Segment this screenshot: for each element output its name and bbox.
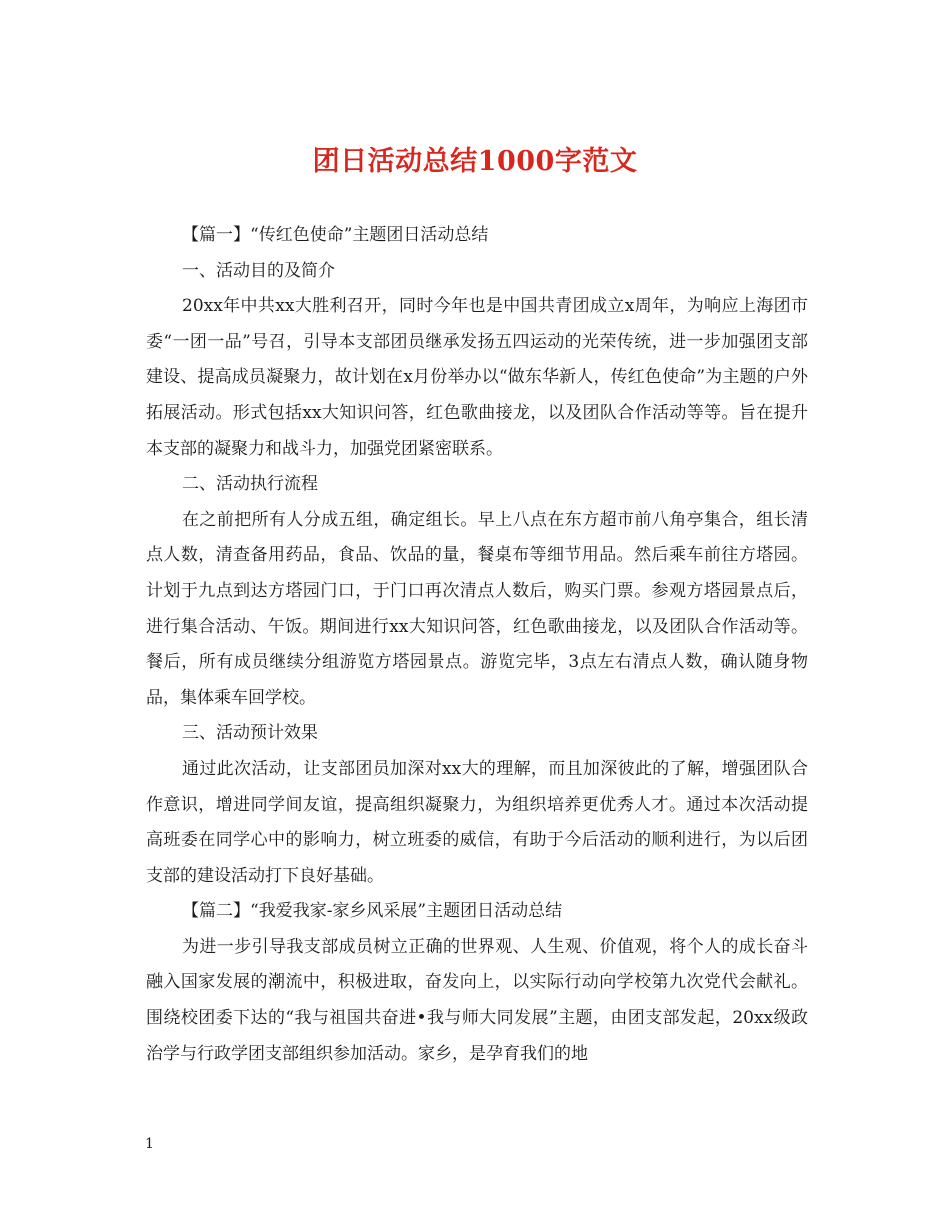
- paragraph-part-two-intro: 为进一步引导我支部成员树立正确的世界观、人生观、价值观，将个人的成长奋斗融入国家发展的潮流中，积极进取，奋发向上，以实际行动向学校第九次党代会献礼。围绕校团委下达的“我与祖国共奋进•我与师大同发展”主题，由团支部发起，20xx级政治学与行政学团支部组织参加活动。家乡，是孕育我们的地: [146, 936, 808, 1064]
- subheading-process: 二、活动执行流程: [182, 474, 318, 495]
- document-body: [146, 218, 808, 1072]
- document-title: 团日活动总结1000字范文: [312, 146, 638, 177]
- subheading-effect: 三、活动预计效果: [182, 723, 318, 744]
- paragraph-purpose: 20xx年中共xx大胜利召开，同时今年也是中国共青团成立x周年，为响应上海团市委“一团一品”号召，引导本支部团员继承发扬五四运动的光荣传统，进一步加强团支部建设、提高成员凝聚力，故计划在x月份举办以“做东华新人，传红色使命”为主题的户外拓展活动。形式包括xx大知识问答，红色歌曲接龙，以及团队合作活动等等。旨在提升本支部的凝聚力和战斗力，加强党团紧密联系。: [146, 296, 808, 459]
- paragraph-process: 在之前把所有人分成五组，确定组长。早上八点在东方超市前八角亭集合，组长清点人数，清查备用药品，食品、饮品的量，餐桌布等细节用品。然后乘车前往方塔园。计划于九点到达方塔园门口，于门口再次清点人数后，购买门票。参观方塔园景点后，进行集合活动、午饭。期间进行xx大知识问答，红色歌曲接龙，以及团队合作活动等。餐后，所有成员继续分组游览方塔园景点。游览完毕，3点左右清点人数，确认随身物品，集体乘车回学校。: [146, 509, 808, 708]
- section-heading-part-two: 【篇二】“我爱我家-家乡风采展”主题团日活动总结: [182, 901, 563, 922]
- section-heading-part-one: 【篇一】“传红色使命”主题团日活动总结: [182, 225, 489, 245]
- paragraph-effect: 通过此次活动，让支部团员加深对xx大的理解，而且加深彼此的了解，增强团队合作意识，增进同学间友谊，提高组织凝聚力，为组织培养更优秀人才。通过本次活动提高班委在同学心中的影响力，树立班委的威信，有助于今后活动的顺利进行，为以后团支部的建设活动打下良好基础。: [146, 758, 808, 886]
- subheading-purpose: 一、活动目的及简介: [182, 260, 335, 281]
- page-number: 1: [145, 1136, 154, 1152]
